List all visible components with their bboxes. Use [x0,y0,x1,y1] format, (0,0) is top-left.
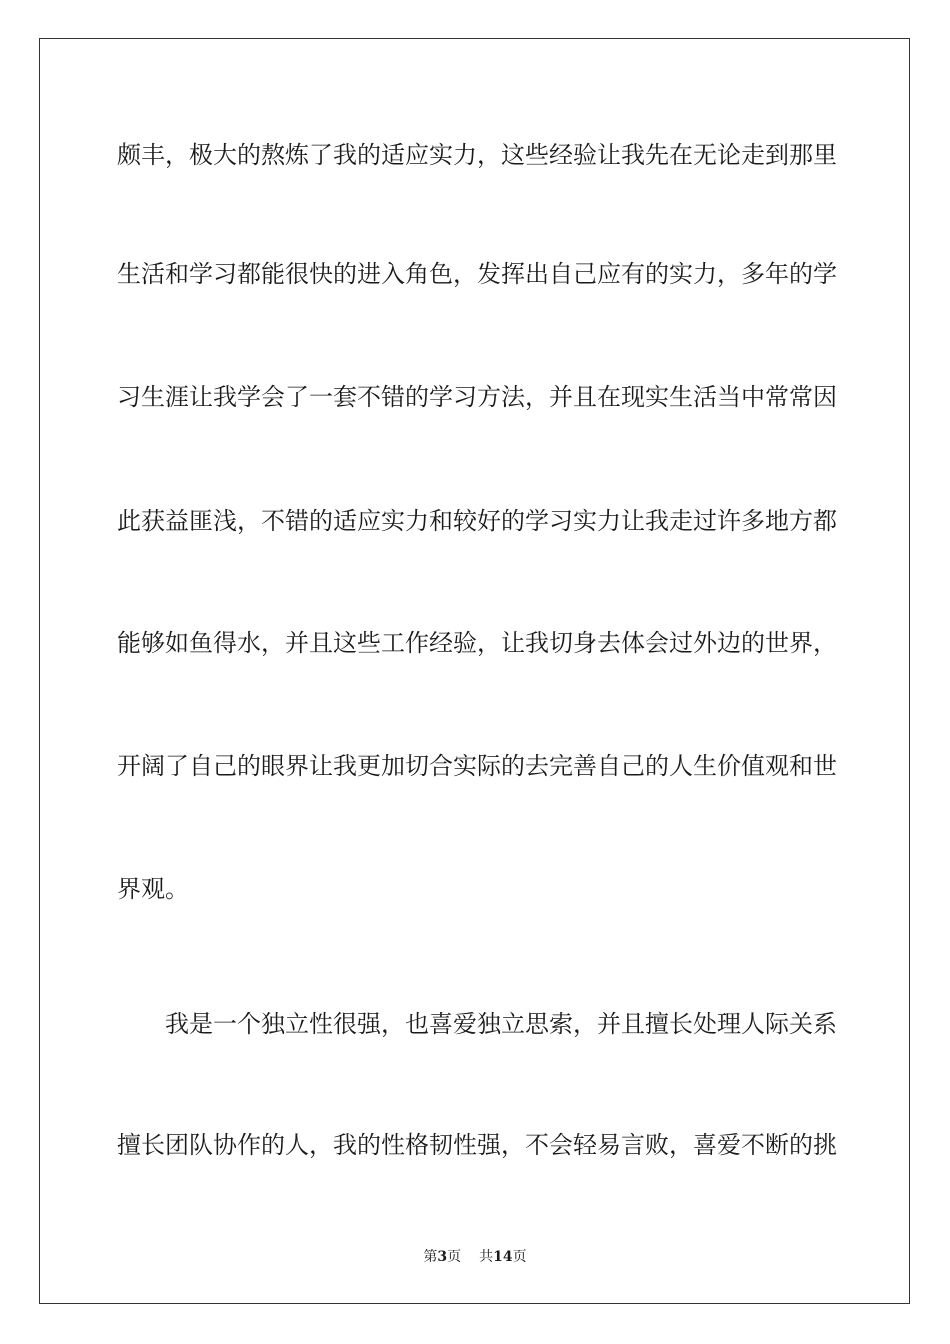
text-line-6: 开阔了自己的眼界让我更加切合实际的去完善自己的人生价值观和世 [117,752,837,780]
footer-total-prefix: 共 [479,1249,494,1265]
footer-page-suffix: 页 [447,1249,462,1265]
text-line-4: 此获益匪浅，不错的适应实力和较好的学习实力让我走过许多地方都 [117,507,837,535]
footer-total-suffix: 页 [512,1249,527,1265]
footer-page-number: 3 [437,1249,448,1265]
footer-total-pages: 14 [493,1249,513,1265]
footer-page-prefix: 第 [423,1249,438,1265]
page-border [39,38,910,1304]
text-line-5: 能够如鱼得水，并且这些工作经验，让我切身去体会过外边的世界， [117,629,837,657]
text-line-8: 我是一个独立性很强，也喜爱独立思索，并且擅长处理人际关系 [165,1010,837,1038]
text-line-7: 界观。 [117,875,189,903]
text-line-3: 习生涯让我学会了一套不错的学习方法，并且在现实生活当中常常因 [117,383,837,411]
text-line-2: 生活和学习都能很快的进入角色，发挥出自己应有的实力，多年的学 [117,260,837,288]
text-line-9: 擅长团队协作的人，我的性格韧性强，不会轻易言败，喜爱不断的挑 [117,1131,837,1159]
text-line-1: 颇丰，极大的熬炼了我的适应实力，这些经验让我先在无论走到那里 [117,141,837,169]
page-footer [0,1248,950,1266]
